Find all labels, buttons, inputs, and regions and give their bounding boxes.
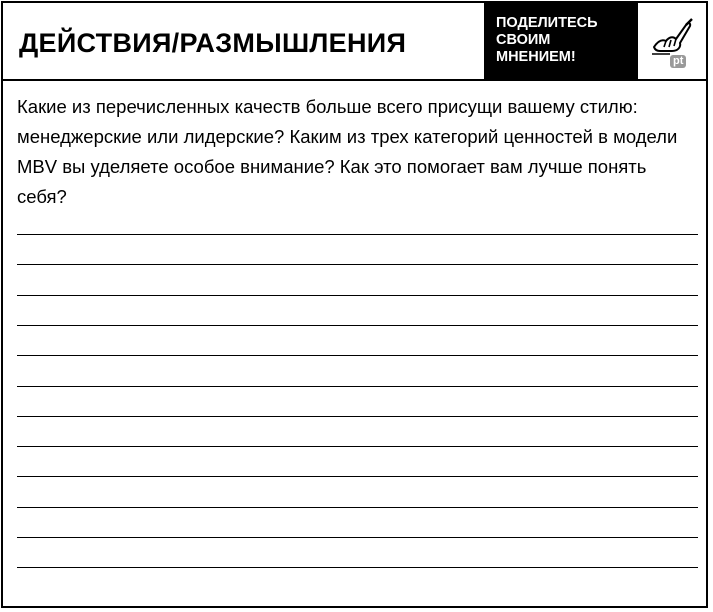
reflection-card xyxy=(1,1,708,608)
answer-line[interactable] xyxy=(17,567,698,568)
card-title: ДЕЙСТВИЯ/РАЗМЫШЛЕНИЯ xyxy=(19,28,407,58)
logo-text: pt xyxy=(670,55,686,68)
question-text: Какие из перечисленных качеств больше всего присущи вашему стилю: менеджерские или лидерские? Каким из трех категорий ценностей в модели MBV вы уделяете особое внимание? Как это помогает вам лучше понять себя? xyxy=(17,96,678,207)
answer-line[interactable] xyxy=(17,446,698,447)
badge-line-2: СВОИМ xyxy=(496,32,551,48)
badge-line-3: МНЕНИЕМ! xyxy=(496,49,576,65)
answer-line[interactable] xyxy=(17,295,698,296)
answer-line[interactable] xyxy=(17,264,698,265)
answer-line[interactable] xyxy=(17,355,698,356)
answer-line[interactable] xyxy=(17,234,698,235)
answer-line[interactable] xyxy=(17,416,698,417)
answer-line[interactable] xyxy=(17,386,698,387)
answer-line[interactable] xyxy=(17,537,698,538)
answer-line[interactable] xyxy=(17,325,698,326)
answer-line[interactable] xyxy=(17,507,698,508)
answer-line[interactable] xyxy=(17,476,698,477)
answer-lines[interactable] xyxy=(17,3,698,606)
badge-line-1: ПОДЕЛИТЕСЬ xyxy=(496,15,598,31)
